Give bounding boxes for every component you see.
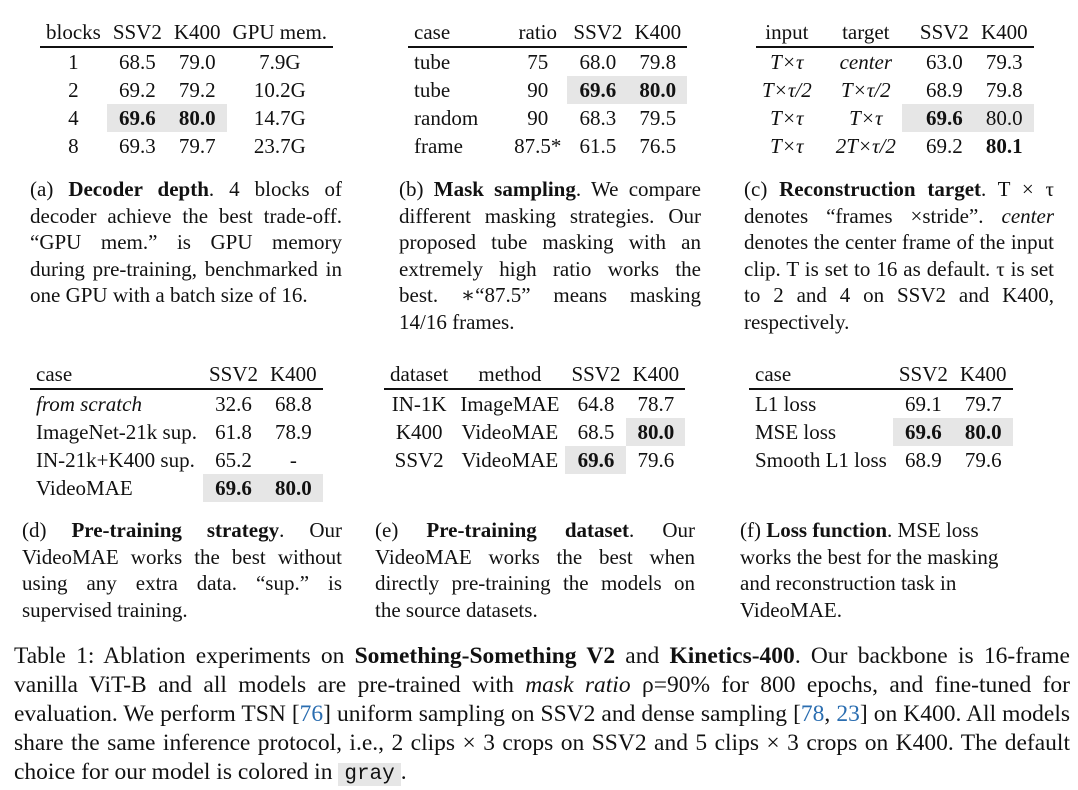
col-header: SSV2 — [107, 18, 168, 47]
cell: 68.5 — [577, 420, 615, 444]
loss-function-table — [749, 360, 1013, 474]
col-header: K400 — [954, 360, 1013, 389]
cell-highlighted: 80.0 — [626, 418, 685, 446]
table-row — [40, 76, 333, 104]
caption-label: (c) — [744, 177, 768, 201]
table-c-panel — [756, 18, 1034, 160]
table-f-panel — [749, 360, 1013, 474]
col-header: case — [30, 360, 203, 389]
cell: 79.6 — [964, 448, 1002, 472]
caption-text: . T × τ denotes “frames ×stride”. — [744, 177, 1054, 228]
table-row — [30, 446, 323, 474]
cell: 61.5 — [579, 134, 617, 158]
col-header: input — [756, 18, 818, 47]
caption-text: and — [615, 643, 670, 669]
cell: 32.6 — [215, 392, 252, 416]
cell-highlighted: 80.0 — [628, 76, 687, 104]
cell: 79.6 — [637, 448, 675, 472]
col-header: dataset — [384, 360, 454, 389]
caption-text: . Our VideoMAE works the best without using any extra data. “sup.” is supervised training. — [22, 518, 342, 622]
cell: ImageNet-21k sup. — [36, 420, 197, 444]
table-row — [30, 418, 323, 446]
table-row — [40, 132, 333, 160]
col-header: K400 — [628, 18, 687, 47]
cell: random — [414, 106, 479, 130]
caption-italic: center — [1001, 203, 1054, 228]
cell-highlighted: 80.0 — [168, 104, 227, 132]
caption-text: ] uniform sampling on SSV2 and dense sampling [ — [323, 701, 801, 727]
gray-swatch-label: gray — [338, 763, 400, 786]
cell: 69.3 — [118, 134, 156, 158]
table-row — [756, 132, 1034, 160]
col-header: K400 — [264, 360, 323, 389]
cell: 69.1 — [905, 392, 942, 416]
cell: tube — [414, 50, 451, 74]
cell: tube — [414, 78, 451, 102]
col-header: ratio — [484, 18, 567, 47]
cell-highlighted: 69.6 — [893, 418, 954, 446]
col-header: method — [454, 360, 565, 389]
cell: 69.2 — [118, 78, 156, 102]
cell: Smooth L1 loss — [755, 448, 887, 472]
caption-title: Loss function — [766, 518, 888, 542]
table-row — [408, 76, 687, 104]
table-f-caption — [740, 517, 1030, 623]
cell-highlighted: 80.0 — [975, 104, 1034, 132]
cell: L1 loss — [755, 392, 817, 416]
cell-highlighted: 80.0 — [264, 474, 323, 502]
table-d-caption — [22, 517, 342, 623]
cell: 79.3 — [985, 50, 1023, 74]
caption-text: . We compare different masking strategies. Our proposed tube masking with an extremely high ratio works the best. ∗“87.5” means masking 14/16 frames. — [399, 177, 701, 334]
dataset-name: Kinetics-400 — [669, 643, 795, 669]
caption-label: (f) — [740, 518, 761, 542]
table-e-panel — [384, 360, 685, 474]
cell: 79.7 — [964, 392, 1002, 416]
table-row — [40, 104, 333, 132]
table-row — [749, 389, 1013, 418]
cell: 79.7 — [178, 134, 216, 158]
caption-text: denotes the center frame of the input clip. T is set to 16 as default. τ is set to 2 and 4 on SSV2 and K400, respectively. — [744, 230, 1054, 334]
cell: 14.7G — [253, 106, 306, 130]
caption-label: (d) — [22, 518, 47, 542]
cell: MSE loss — [755, 420, 837, 444]
cell: center — [839, 50, 893, 74]
cell: 68.9 — [905, 448, 942, 472]
table-row — [756, 76, 1034, 104]
cell: 68.9 — [926, 78, 963, 102]
cell: 76.5 — [639, 134, 677, 158]
cell: 75 — [527, 50, 549, 74]
cell: 79.2 — [178, 78, 216, 102]
table-row — [408, 132, 687, 160]
caption-text: ] on K400. All models share the same inference protocol, i.e., 2 clips × 3 crops on SSV2 and 5 clips × 3 crops on K400. The default choice for our model is colored in — [14, 701, 1071, 785]
table-row — [756, 47, 1034, 76]
table-a-panel — [40, 18, 333, 160]
caption-text: . 4 blocks of decoder achieve the best trade-off. “GPU mem.” is GPU memory during pre-training, benchmarked in one GPU with a batch size of 16. — [30, 177, 342, 308]
caption-italic: mask ratio — [525, 672, 631, 698]
table-row — [749, 418, 1013, 446]
table-c-caption — [744, 176, 1054, 336]
caption-text: , — [824, 701, 837, 727]
cell: VideoMAE — [461, 448, 559, 472]
cell: T×τ — [770, 134, 804, 158]
table-row — [756, 104, 1034, 132]
cell: 63.0 — [926, 50, 963, 74]
cell: ImageMAE — [460, 392, 560, 416]
cell: 10.2G — [253, 78, 306, 102]
cell: 78.7 — [637, 392, 675, 416]
table-row — [408, 104, 687, 132]
cell: frame — [414, 134, 463, 158]
cell: T×τ — [849, 106, 883, 130]
caption-text: . MSE loss works the best for the masking and reconstruction task in VideoMAE. — [740, 518, 999, 622]
cell: 79.8 — [985, 78, 1023, 102]
col-header: case — [408, 18, 484, 47]
cell: SSV2 — [394, 448, 444, 472]
table-row — [30, 389, 323, 418]
cell: 79.5 — [639, 106, 677, 130]
col-header: SSV2 — [565, 360, 626, 389]
cell: 68.0 — [579, 50, 617, 74]
cell: 79.8 — [639, 50, 677, 74]
col-header: SSV2 — [902, 18, 975, 47]
col-header: SSV2 — [567, 18, 628, 47]
cell: IN-1K — [391, 392, 447, 416]
caption-label: (a) — [30, 177, 54, 201]
cell: 68.8 — [274, 392, 312, 416]
mask-sampling-table — [408, 18, 687, 160]
table-1-caption — [14, 642, 1070, 789]
col-header: SSV2 — [203, 360, 264, 389]
cell: VideoMAE — [461, 420, 559, 444]
cell-highlighted: 69.6 — [565, 446, 626, 474]
cell-highlighted: 69.6 — [203, 474, 264, 502]
cell: 69.2 — [926, 134, 963, 158]
cell: T×τ/2 — [840, 78, 891, 102]
cell: 87.5* — [514, 134, 562, 158]
table-a-caption — [30, 176, 342, 309]
pretraining-dataset-table — [384, 360, 685, 474]
cell: 7.9G — [259, 50, 301, 74]
col-header: blocks — [40, 18, 107, 47]
cell: 64.8 — [577, 392, 615, 416]
col-header: GPU mem. — [227, 18, 334, 47]
caption-title: Pre-training dataset — [426, 518, 630, 542]
col-header: case — [749, 360, 893, 389]
table-b-caption — [399, 176, 701, 336]
citation-link[interactable]: 23 — [836, 701, 860, 727]
caption-text: . Our VideoMAE works the best when directly pre-training the models on the source datasets. — [375, 518, 695, 622]
cell: 78.9 — [274, 420, 312, 444]
cell: 80.1 — [985, 134, 1023, 158]
cell: from scratch — [36, 392, 142, 416]
decoder-depth-table — [40, 18, 333, 160]
table-row — [749, 446, 1013, 474]
cell: T×τ — [770, 106, 804, 130]
col-header: target — [818, 18, 902, 47]
cell: 68.5 — [118, 50, 156, 74]
cell: 4 — [68, 106, 79, 130]
caption-text: . — [400, 759, 407, 785]
table-row — [384, 418, 685, 446]
cell: 79.0 — [178, 50, 216, 74]
dataset-name: Something-Something V2 — [354, 643, 616, 669]
cell-highlighted: 69.6 — [107, 104, 168, 132]
cell: VideoMAE — [36, 476, 133, 500]
cell-highlighted: 69.6 — [902, 104, 975, 132]
cell: 90 — [527, 78, 549, 102]
caption-text: Table 1: Ablation experiments on — [14, 643, 355, 669]
cell: 68.3 — [579, 106, 617, 130]
table-row — [40, 47, 333, 76]
caption-label: (b) — [399, 177, 424, 201]
cell: K400 — [395, 420, 443, 444]
cell-highlighted: 80.0 — [954, 418, 1013, 446]
pretraining-strategy-table — [30, 360, 323, 502]
cell: - — [289, 448, 297, 472]
cell-highlighted: 69.6 — [567, 76, 628, 104]
caption-title: Decoder depth — [68, 177, 209, 201]
cell: 90 — [527, 106, 549, 130]
table-b-panel — [408, 18, 687, 160]
col-header: K400 — [168, 18, 227, 47]
table-row — [408, 47, 687, 76]
col-header: K400 — [626, 360, 685, 389]
citation-link[interactable]: 78 — [800, 701, 825, 727]
cell: T×τ/2 — [762, 78, 812, 102]
col-header: SSV2 — [893, 360, 954, 389]
table-row — [384, 446, 685, 474]
cell: 65.2 — [215, 448, 252, 472]
caption-title: Pre-training strategy — [71, 518, 280, 542]
table-e-caption — [375, 517, 695, 623]
cell: 2 — [68, 78, 79, 102]
caption-title: Reconstruction target — [779, 177, 982, 201]
caption-text: ρ=90% for 800 epochs, and fine-tuned for evaluation. We perform TSN [ — [14, 672, 1071, 727]
caption-label: (e) — [375, 518, 399, 542]
cell: IN-21k+K400 sup. — [36, 448, 195, 472]
cell: 2T×τ/2 — [835, 134, 896, 158]
cell: T×τ — [770, 50, 804, 74]
cell: 8 — [68, 134, 79, 158]
caption-text: . Our backbone is 16-frame vanilla ViT-B and all models are pre-trained with — [14, 643, 1070, 698]
cell: 1 — [68, 50, 79, 74]
table-row — [384, 389, 685, 418]
table-row — [30, 474, 323, 502]
cell: 23.7G — [253, 134, 306, 158]
citation-link[interactable]: 76 — [299, 701, 324, 727]
caption-title: Mask sampling — [433, 177, 576, 201]
table-d-panel — [30, 360, 323, 502]
cell: 61.8 — [215, 420, 252, 444]
reconstruction-target-table — [756, 18, 1034, 160]
col-header: K400 — [975, 18, 1034, 47]
